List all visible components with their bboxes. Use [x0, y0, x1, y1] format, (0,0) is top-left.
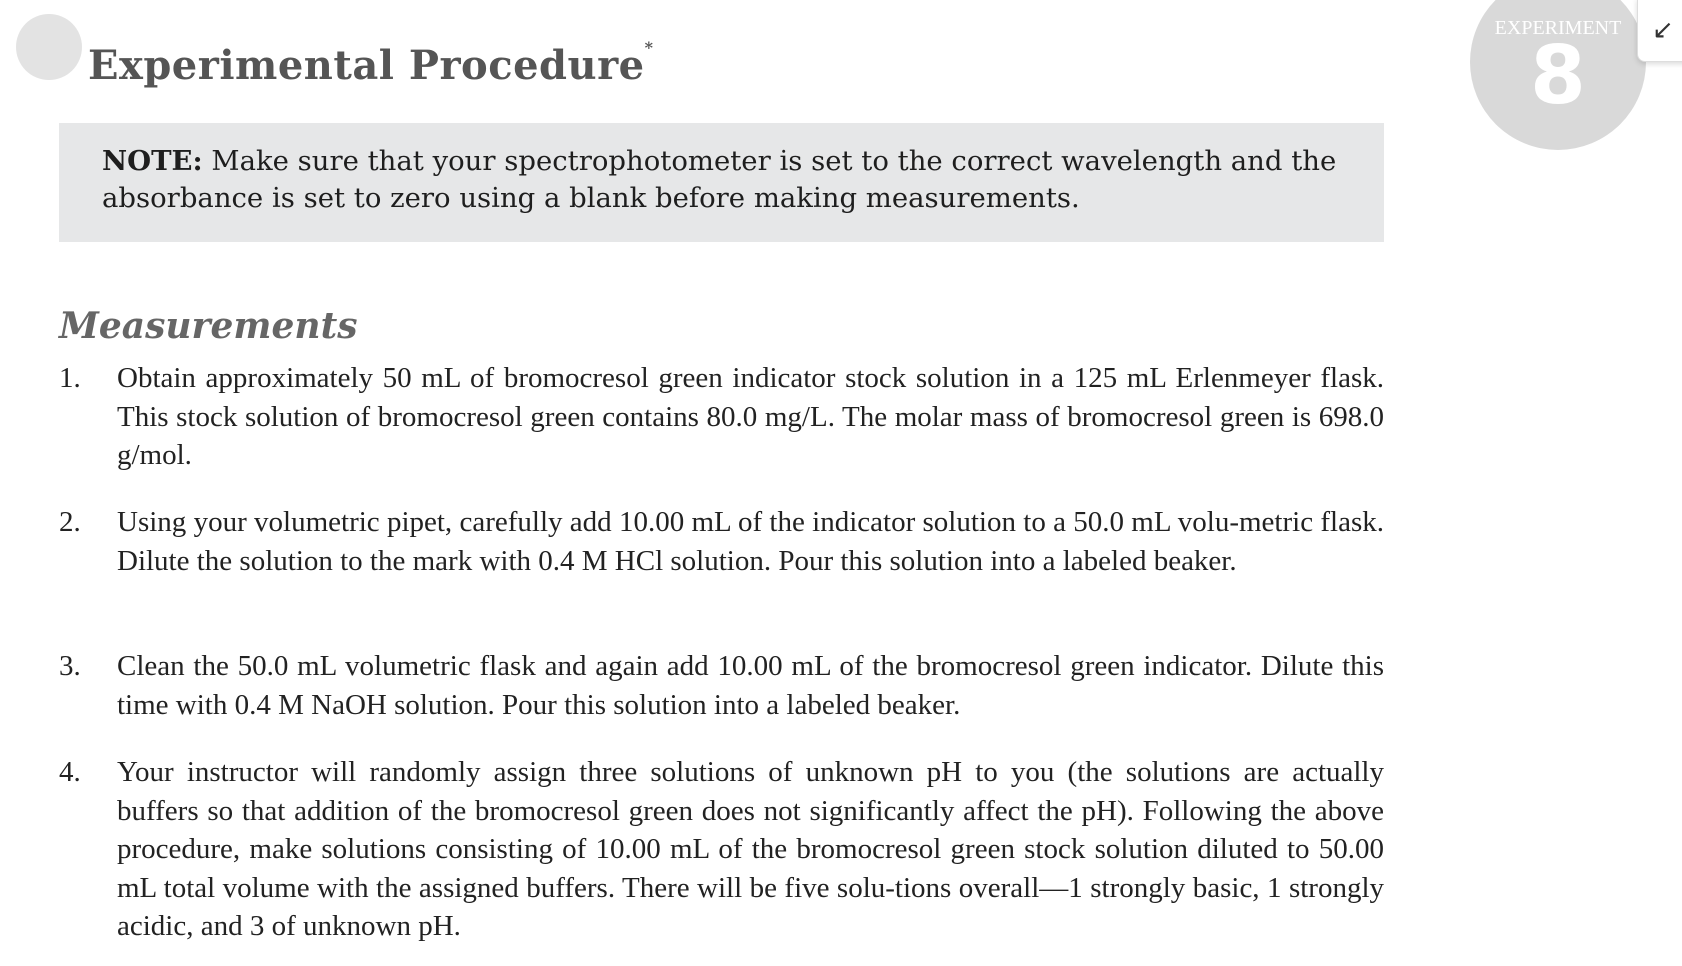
- list-item: [59, 753, 1384, 946]
- note-label: NOTE:: [102, 145, 203, 177]
- page-title: [88, 38, 654, 89]
- experiment-badge: [1470, 0, 1646, 150]
- list-item: [59, 503, 1384, 580]
- item-number: 4.: [59, 756, 81, 788]
- experiment-number: 8: [1530, 29, 1586, 122]
- item-number: 1.: [59, 362, 81, 394]
- page-title-text: Experimental Procedure: [88, 42, 645, 89]
- section-heading: Measurements: [59, 305, 358, 347]
- list-item: [59, 359, 1384, 475]
- item-text: Using your volumetric pipet, carefully add 10.00 mL of the indicator solution to a 50.0 mL volu-metric flask. Dilute the solution to the mark with 0.4 M HCl solution. Pour this solution into a labeled beaker.: [117, 506, 1384, 577]
- note-box: [59, 123, 1384, 242]
- item-text: Obtain approximately 50 mL of bromocresol green indicator stock solution in a 125 mL Erlenmeyer flask. This stock solution of bromocresol green contains 80.0 mg/L. The molar mass of bromocresol green is 698.0 g/mol.: [117, 362, 1384, 471]
- experiment-label: EXPERIMENT: [1494, 17, 1622, 39]
- collapse-button[interactable]: [1637, 0, 1682, 62]
- arrow-down-left-icon: ↙: [1652, 15, 1674, 45]
- decorative-circle: [16, 14, 82, 80]
- item-number: 2.: [59, 506, 81, 538]
- item-number: 3.: [59, 650, 81, 682]
- note-text: Make sure that your spectrophotometer is set to the correct wavelength and the absorbance is set to zero using a blank before making measurements.: [102, 145, 1337, 214]
- list-item: [59, 647, 1384, 724]
- footnote-mark: *: [644, 38, 654, 57]
- item-text: Your instructor will randomly assign three solutions of unknown pH to you (the solutions are actually buffers so that addition of the bromocresol green does not significantly affect the pH). Following the above procedure, make solutions consisting of 10.00 mL of the bromocresol green stock solution diluted to 50.00 mL total volume with the assigned buffers. There will be five solu-tions overall—1 strongly basic, 1 strongly acidic, and 3 of unknown pH.: [117, 756, 1384, 942]
- item-text: Clean the 50.0 mL volumetric flask and again add 10.00 mL of the bromocresol green indicator. Dilute this time with 0.4 M NaOH solution. Pour this solution into a labeled beaker.: [117, 650, 1384, 721]
